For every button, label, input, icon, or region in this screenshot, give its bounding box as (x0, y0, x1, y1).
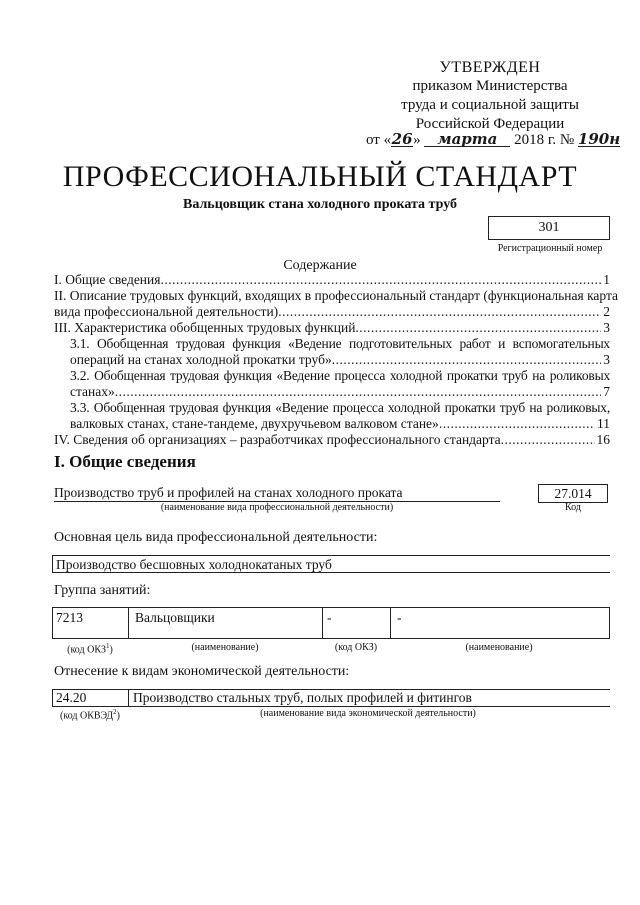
economic-code-caption: (код ОКВЭД$^2$) (60, 708, 120, 722)
order-mid: » (413, 132, 421, 148)
toc-entry[interactable] (54, 400, 610, 432)
occupation-code-1: 7213 (53, 608, 129, 638)
approval-line-2: труда и социальной защиты (401, 97, 579, 113)
toc-entry-page: 7 (603, 384, 610, 399)
toc-entry-page: 1 (603, 272, 610, 287)
registration-number-box: 301 (488, 216, 610, 240)
toc-entry-text: IV. Сведения об организациях – разработчиках профессионального стандарта (54, 432, 501, 447)
occupation-name-caption-1: (наименование) (191, 642, 259, 653)
toc-entry[interactable] (54, 368, 610, 400)
goal-value-field: Производство бесшовных холоднокатаных труб (52, 555, 610, 573)
activity-name-caption: (наименование вида профессиональной деятельности) (160, 502, 394, 513)
occupation-name-1: Вальцовщики (129, 608, 323, 638)
toc-entry[interactable] (54, 320, 610, 336)
economic-label: Отнесение к видам экономической деятельности: (54, 664, 350, 679)
toc-entry[interactable] (54, 288, 619, 320)
economic-name: Производство стальных труб, полых профилей и фитингов (133, 690, 472, 705)
approval-line-1: приказом Министерства (412, 78, 568, 94)
occupation-code-caption-2: (код ОКЗ) (334, 642, 378, 653)
toc-entry-text: I. Общие сведения (54, 272, 161, 287)
occupation-name-2: - (397, 610, 402, 625)
registration-caption: Регистрационный номер (497, 243, 603, 254)
goal-label: Основная цель вида профессиональной деятельности: (54, 530, 378, 545)
occupation-table (52, 607, 610, 639)
toc-entry-text: 3.1. Обобщенная трудовая функция «Ведение подготовительных работ и вспомогательных (70, 336, 610, 351)
section-heading: I. Общие сведения (54, 452, 196, 471)
activity-code-caption: Код (565, 502, 581, 513)
table-of-contents (54, 272, 619, 448)
economic-table (52, 689, 610, 707)
occupation-name-caption-2: (наименование) (465, 642, 533, 653)
order-prefix: от « (366, 132, 392, 148)
toc-entry-text-cont: вида профессиональной деятельности) (54, 304, 279, 319)
economic-code: 24.20 (53, 690, 129, 706)
activity-code-box: 27.014 (538, 484, 608, 503)
order-line (366, 132, 620, 149)
toc-entry-text-cont: операций на станах холодной прокатки труб» (70, 352, 332, 367)
toc-entry-page: 11 (597, 416, 610, 431)
order-number: 190н (577, 130, 621, 148)
occupation-label: Группа занятий: (54, 583, 151, 598)
document-subtitle: Вальцовщик стана холодного проката труб (182, 197, 458, 212)
activity-name-field: Производство труб и профилей на станах холодного проката (54, 484, 500, 502)
document-title: ПРОФЕССИОНАЛЬНЫЙ СТАНДАРТ (62, 160, 578, 193)
occupation-code-2: - (323, 608, 391, 638)
toc-entry[interactable] (54, 272, 610, 288)
toc-entry-text: II. Описание трудовых функций, входящих в профессиональный стандарт (функциональная карта (54, 288, 619, 303)
toc-entry-text-cont: валковых станах, стане-тандеме, двухручьевом валковом стане» (70, 416, 439, 431)
toc-entry-page: 16 (596, 432, 610, 447)
toc-entry-page: 3 (603, 352, 610, 367)
approval-line-3: Российской Федерации (415, 116, 565, 132)
toc-entry-page: 2 (603, 304, 610, 319)
order-day: 26 (391, 130, 413, 148)
order-year: 2018 г. № (514, 132, 575, 148)
toc-entry[interactable] (54, 432, 610, 448)
toc-entry-text: 3.2. Обобщенная трудовая функция «Ведение процесса холодной прокатки труб на роликовых (70, 368, 610, 383)
approval-block (380, 58, 600, 134)
approval-title: УТВЕРЖДЕН (439, 59, 541, 76)
economic-name-caption: (наименование вида экономической деятельности) (260, 708, 476, 719)
toc-entry-text: III. Характеристика обобщенных трудовых функций (54, 320, 356, 335)
toc-entry-text: 3.3. Обобщенная трудовая функция «Ведение процесса холодной прокатки труб на роликовых, (70, 400, 610, 415)
toc-entry-page: 3 (603, 320, 610, 335)
toc-heading: Содержание (283, 258, 357, 273)
toc-entry-text-cont: станах» (70, 384, 115, 399)
toc-entry[interactable] (54, 336, 610, 368)
occupation-code-caption-1: (код ОКЗ$^1$) (67, 642, 113, 656)
order-month: марта (424, 132, 510, 147)
